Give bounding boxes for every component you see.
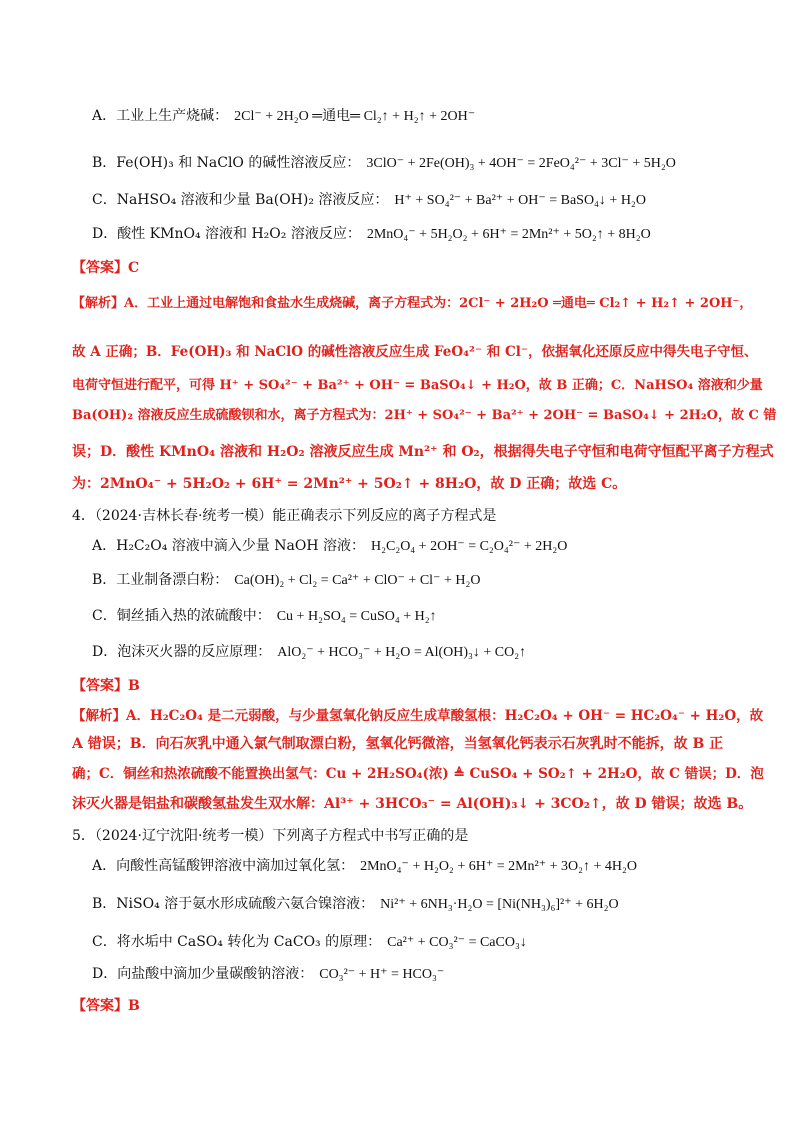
- q3-option-d: [92, 224, 740, 245]
- q5-option-d: [92, 964, 740, 985]
- q5-option-a: [92, 856, 740, 877]
- q3-explanation-line: 为：2MnO₄⁻ + 5H₂O₂ + 6H⁺ = 2Mn²⁺ + 5O₂↑ + 8H₂O，故 D 正确；故选 C。: [72, 476, 627, 492]
- equation: Ni²⁺ + 6NH₃·H₂O = [Ni(NH₃)₆]²⁺ + 6H₂O: [380, 897, 619, 912]
- option-text: B．工业制备漂白粉：: [92, 572, 229, 588]
- option-text: C．将水垢中 CaSO₄ 转化为 CaCO₃ 的原理：: [92, 934, 382, 950]
- q5-stem: 5．（2024·辽宁沈阳·统考一模）下列离子方程式中书写正确的是: [72, 828, 469, 844]
- q5-option-b: [92, 894, 740, 915]
- q3-explanation-line: 故 A 正确；B．Fe(OH)₃ 和 NaClO 的碱性溶液反应生成 FeO₄²⁻ 和 Cl⁻，依据氧化还原反应中得失电子守恒、: [72, 344, 758, 360]
- q4-option-b: [92, 570, 740, 591]
- equation: CO₃²⁻ + H⁺ = HCO₃⁻: [319, 967, 445, 982]
- option-text: A．工业上生产烧碱：: [92, 108, 229, 124]
- q4-explanation-line: A 错误；B．向石灰乳中通入氯气制取漂白粉，氢氧化钙微溶，当氢氧化钙表示石灰乳时不能拆，故 B 正: [72, 736, 724, 752]
- option-text: D．酸性 KMnO₄ 溶液和 H₂O₂ 溶液反应：: [92, 226, 361, 242]
- q4-option-c: [92, 606, 740, 627]
- option-text: A．H₂C₂O₄ 溶液中滴入少量 NaOH 溶液：: [92, 538, 365, 554]
- q3-explanation-line: Ba(OH)₂ 溶液反应生成硫酸钡和水，离子方程式为：2H⁺ + SO₄²⁻ + Ba²⁺ + 2OH⁻ = BaSO₄↓ + 2H₂O，故 C 错: [72, 408, 777, 423]
- option-text: D．泡沫灭火器的反应原理：: [92, 644, 272, 660]
- q3-option-b: [92, 153, 740, 174]
- equation: Cu + H₂SO₄ = CuSO₄ + H₂↑: [276, 609, 437, 624]
- equation: 2MnO₄⁻ + H₂O₂ + 6H⁺ = 2Mn²⁺ + 3O₂↑ + 4H₂O: [360, 859, 638, 874]
- q5-answer: 【答案】B: [72, 998, 140, 1014]
- q3-explanation-line: 【解析】A．工业上通过电解饱和食盐水生成烧碱，离子方程式为：2Cl⁻ + 2H₂O ═通电═ Cl₂↑ + H₂↑ + 2OH⁻，: [72, 296, 753, 311]
- option-text: C．铜丝插入热的浓硫酸中：: [92, 608, 271, 624]
- q3-option-a: [92, 106, 740, 127]
- equation: Ca²⁺ + CO₃²⁻ = CaCO₃↓: [387, 935, 527, 950]
- equation: 3ClO⁻ + 2Fe(OH)₃ + 4OH⁻ = 2FeO₄²⁻ + 3Cl⁻ + 5H₂O: [366, 156, 676, 171]
- q3-explanation-line: 误；D．酸性 KMnO₄ 溶液和 H₂O₂ 溶液反应生成 Mn²⁺ 和 O₂，根据得失电子守恒和电荷守恒配平离子方程式: [72, 444, 774, 460]
- q4-explanation-line: 沫灭火器是铝盐和碳酸氢盐发生双水解：Al³⁺ + 3HCO₃⁻ = Al(OH)₃↓ + 3CO₂↑，故 D 错误；故选 B。: [72, 796, 753, 812]
- equation: AlO₂⁻ + HCO₃⁻ + H₂O = Al(OH)₃↓ + CO₂↑: [277, 645, 527, 660]
- option-text: C．NaHSO₄ 溶液和少量 Ba(OH)₂ 溶液反应：: [92, 192, 389, 208]
- equation: H₂C₂O₄ + 2OH⁻ = C₂O₄²⁻ + 2H₂O: [370, 539, 568, 554]
- option-text: B．Fe(OH)₃ 和 NaClO 的碱性溶液反应：: [92, 155, 361, 171]
- q4-answer: 【答案】B: [72, 678, 140, 694]
- q3-option-c: [92, 190, 740, 211]
- equation: H⁺ + SO₄²⁻ + Ba²⁺ + OH⁻ = BaSO₄↓ + H₂O: [394, 193, 646, 208]
- equation: 2MnO₄⁻ + 5H₂O₂ + 6H⁺ = 2Mn²⁺ + 5O₂↑ + 8H₂O: [366, 227, 651, 242]
- option-text: A．向酸性高锰酸钾溶液中滴加过氧化氢：: [92, 858, 355, 874]
- equation: 2Cl⁻ + 2H₂O ═通电═ Cl₂↑ + H₂↑ + 2OH⁻: [234, 109, 476, 124]
- q4-stem: 4．（2024·吉林长春·统考一模）能正确表示下列反应的离子方程式是: [72, 508, 497, 524]
- equation: Ca(OH)₂ + Cl₂ = Ca²⁺ + ClO⁻ + Cl⁻ + H₂O: [234, 573, 481, 588]
- option-text: B．NiSO₄ 溶于氨水形成硫酸六氨合镍溶液：: [92, 896, 375, 912]
- q4-explanation-line: 【解析】A．H₂C₂O₄ 是二元弱酸，与少量氢氧化钠反应生成草酸氢根：H₂C₂O₄ + OH⁻ = HC₂O₄⁻ + H₂O，故: [72, 708, 764, 724]
- q4-option-a: [92, 536, 740, 557]
- q4-explanation-line: 确；C．铜丝和热浓硫酸不能置换出氢气：Cu + 2H₂SO₄(浓) ≜ CuSO₄ + SO₂↑ + 2H₂O，故 C 错误；D．泡: [72, 766, 764, 782]
- q4-option-d: [92, 642, 740, 663]
- q3-explanation-line: 电荷守恒进行配平，可得 H⁺ + SO₄²⁻ + Ba²⁺ + OH⁻ = BaSO₄↓ + H₂O，故 B 正确；C．NaHSO₄ 溶液和少量: [72, 378, 763, 393]
- q3-answer: 【答案】C: [72, 260, 140, 276]
- q5-option-c: [92, 932, 740, 953]
- option-text: D．向盐酸中滴加少量碳酸钠溶液：: [92, 966, 314, 982]
